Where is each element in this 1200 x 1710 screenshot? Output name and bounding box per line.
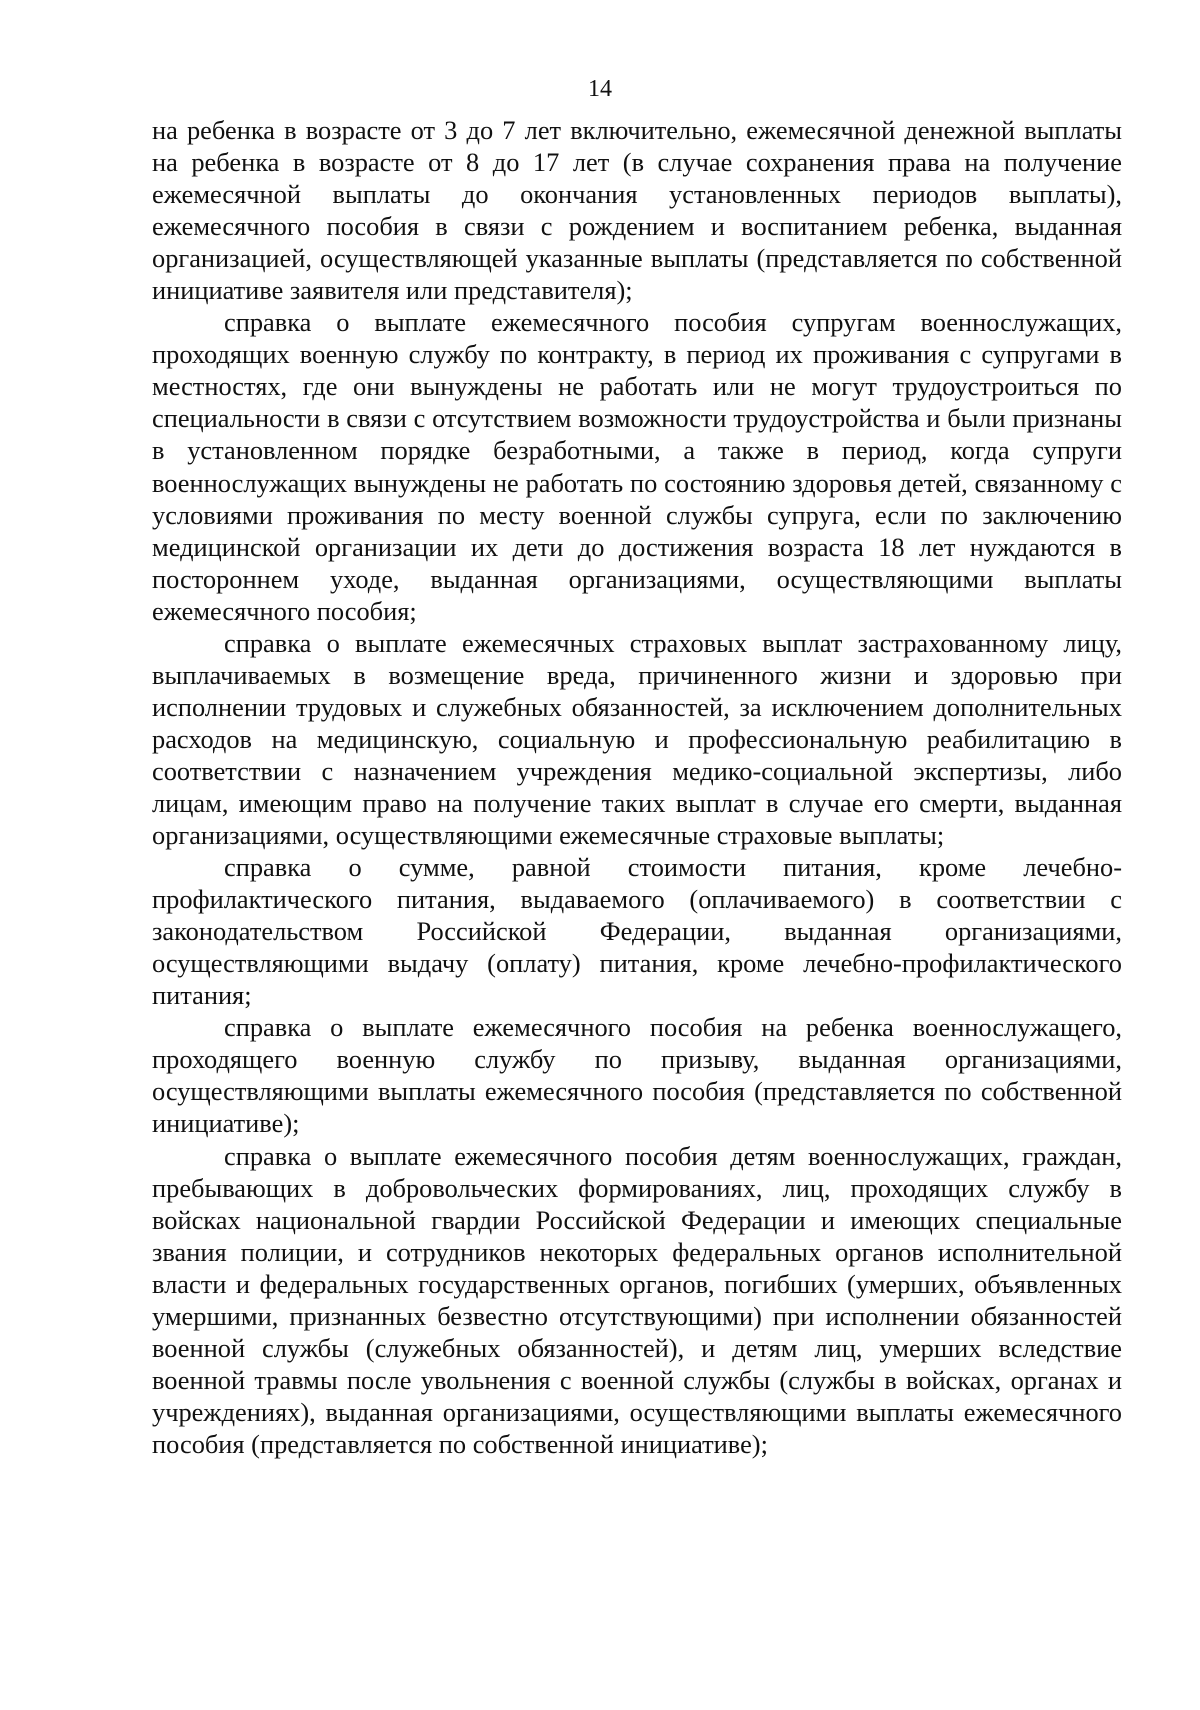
page-number: 14 <box>588 76 612 102</box>
paragraph-conscript-child-allowance-certificate: справка о выплате ежемесячного пособия на ребенка военнослужащего, проходящего военную службу по призыву, выданная организациями, осуществляющими выплаты ежемесячного пособия (представляется по собственной инициативе); <box>152 1012 1122 1139</box>
paragraph-continuation: на ребенка в возрасте от 3 до 7 лет включительно, ежемесячной денежной выплаты на ребенка в возрасте от 8 до 17 лет (в случае сохранения права на получение ежемесячной выплаты до окончания установленных периодов выплаты), ежемесячного пособия в связи с рождением и воспитанием ребенка, выданная организацией, осуществляющей указанные выплаты (представляется по собственной инициативе заявителя или представителя); <box>152 115 1122 306</box>
paragraph-spouse-allowance-certificate: справка о выплате ежемесячного пособия супругам военнослужащих, проходящих военную службу по контракту, в период их проживания с супругами в местностях, где они вынуждены не работать или не могут трудоустроиться по специальности в связи с отсутствием возможности трудоустройства и были признаны в установленном порядке безработными, а также в период, когда супруги военнослужащих вынуждены не работать по состоянию здоровья детей, связанному с условиями проживания по месту военной службы супруга, если по заключению медицинской организации их дети до достижения возраста 18 лет нуждаются в постороннем уходе, выданная организациями, осуществляющими выплаты ежемесячного пособия; <box>152 307 1122 626</box>
paragraph-deceased-servicemen-children-certificate: справка о выплате ежемесячного пособия детям военнослужащих, граждан, пребывающих в добровольческих формированиях, лиц, проходящих службу в войсках национальной гвардии Российской Федерации и имеющих специальные звания полиции, и сотрудников некоторых федеральных органов исполнительной власти и федеральных государственных органов, погибших (умерших, объявленных умершими, признанных безвестно отсутствующими) при исполнении обязанностей военной службы (служебных обязанностей), и детям лиц, умерших вследствие военной травмы после увольнения с военной службы (службы в войсках, органах и учреждениях), выданная организациями, осуществляющими выплаты ежемесячного пособия (представляется по собственной инициативе); <box>152 1140 1122 1459</box>
paragraph-insurance-payments-certificate: справка о выплате ежемесячных страховых выплат застрахованному лицу, выплачиваемых в возмещение вреда, причиненного жизни и здоровью при исполнении трудовых и служебных обязанностей, за исключением дополнительных расходов на медицинскую, социальную и профессиональную реабилитацию в соответствии с назначением учреждения медико-социальной экспертизы, либо лицам, имеющим право на получение таких выплат в случае его смерти, выданная организациями, осуществляющими ежемесячные страховые выплаты; <box>152 627 1122 851</box>
paragraph-food-cost-certificate: справка о сумме, равной стоимости питания, кроме лечебно-профилактического питания, выдаваемого (оплачиваемого) в соответствии с законодательством Российской Федерации, выданная организациями, осуществляющими выдачу (оплату) питания, кроме лечебно-профилактического питания; <box>152 852 1122 1011</box>
document-body <box>152 114 1122 1460</box>
